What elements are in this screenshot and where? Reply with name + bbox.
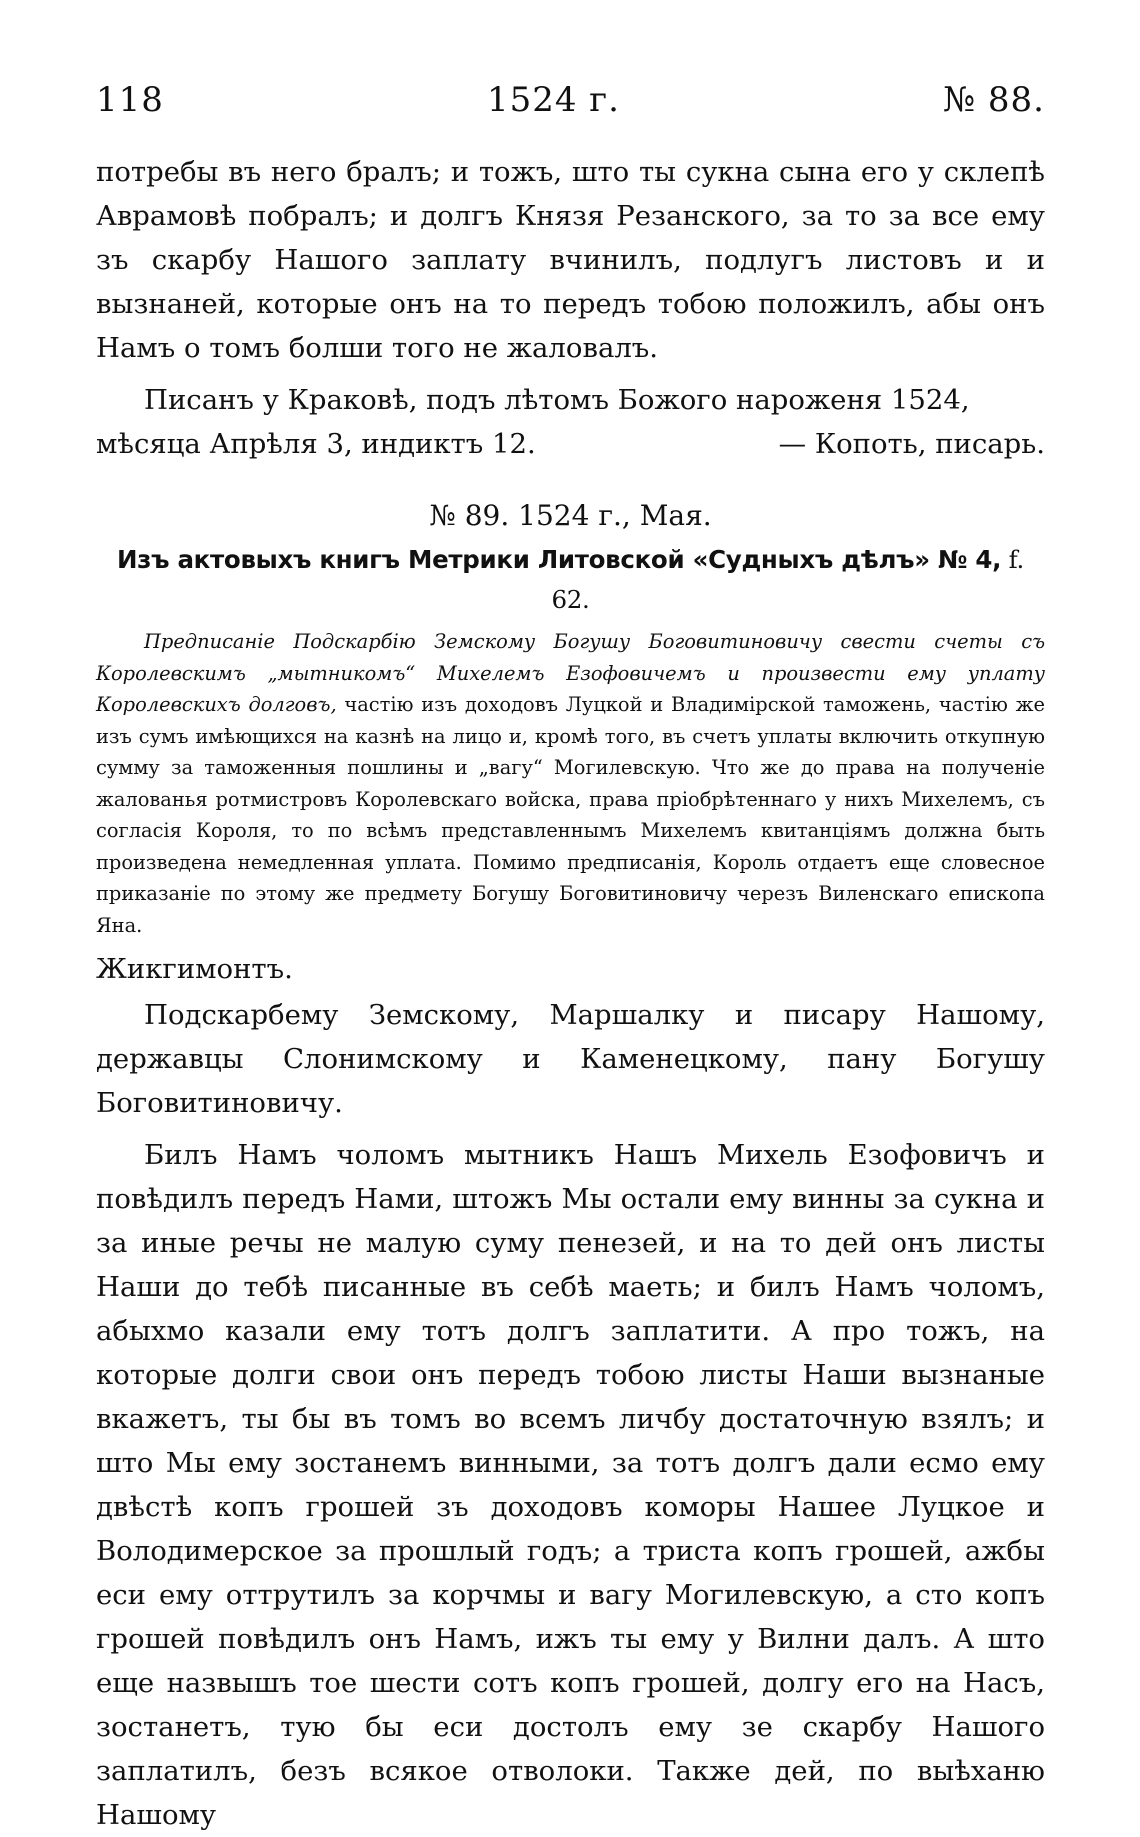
header-year: 1524 г. [486, 80, 620, 120]
written-date: мѣсяца Апрѣля 3, индиктъ 12. [96, 428, 536, 460]
page-body [96, 150, 1045, 1837]
written-line-1: Писанъ у Краковѣ, подъ лѣтомъ Божого нароженя 1524, [144, 384, 970, 416]
header-doc-number: № 88. [942, 80, 1045, 120]
main-paragraph: Билъ Намъ чоломъ мытникъ Нашъ Михель Езофовичъ и повѣдилъ передъ Нами, штожъ Мы остали ему винны за сукна и за иные речы не малую суму пенезей, и на то дей онъ листы Наши до тебѣ писанные въ себѣ маеть; и билъ Намъ чоломъ, абыхмо казали ему тотъ долгъ заплатити. А про тожъ, на которые долги свои онъ передъ тобою листы Наши вызнаные вкажетъ, ты бы въ томъ во всемъ личбу достаточную взялъ; и што Мы ему зостанемъ винными, за тотъ долгъ дали есмо ему двѣстѣ копъ грошей зъ доходовъ коморы Нашее Луцкое и Володимерское за прошлый годъ; а триста копъ грошей, ажбы еси ему оттрутилъ за корчмы и вагу Могилевскую, а сто копъ грошей повѣдилъ онъ Намъ, ижъ ты ему у Вилни далъ. А што еще назвышъ тое шести сотъ копъ грошей, долгу его на Насъ, зостанетъ, тую бы еси достолъ ему зе скарбу Нашого заплатилъ, безъ всякое отволоки. Также дей, по выѣханю Нашому [96, 1139, 1045, 1831]
summary-italic: Предписаніе Подскарбію Земскому Богушу Боговитиновичу свести счеты съ Королевскимъ „мытникомъ“ Михелемъ Езофовичемъ и произвести ему уплату Королевскихъ долговъ, [96, 630, 1045, 716]
royal-signature: Жикгимонтъ. [96, 953, 293, 985]
address-paragraph: Подскарбему Земскому, Маршалку и писару Нашому, державцы Слонимскому и Каменецкому, пану Богушу Боговитиновичу. [96, 999, 1045, 1119]
source-folio: f. 62. [551, 545, 1025, 614]
source-title: Изъ актовыхъ книгъ Метрики Литовской «Судныхъ дѣлъ» № 4, [116, 545, 1002, 574]
page-number: 118 [96, 80, 164, 120]
document-summary [96, 626, 1045, 941]
source-reference [96, 540, 1045, 620]
continued-paragraph: потребы въ него бралъ; и тожъ, што ты сукна сына его у склепѣ Аврамовѣ побралъ; и долгъ Князя Резанского, за то за все ему зъ скарбу Нашого заплату вчинилъ, подлугъ листовъ и и вызнаней, которые онъ на то передъ тобою положилъ, абы онъ Намъ о томъ болши того не жаловалъ. [96, 156, 1045, 364]
summary-plain: частію изъ доходовъ Луцкой и Владимірской таможень, частію же изъ сумъ имѣющихся на казнѣ на лицо и, кромѣ того, въ счетъ уплаты включить откупную сумму за таможенныя пошлины и „вагу“ Могилевскую. Что же до права на полученіе жалованья ротмистровъ Королевскаго войска, права пріобрѣтеннаго у нихъ Михелемъ, съ согласія Короля, то по всѣмъ представленнымъ Михелемъ квитанціямъ должна быть произведена немедленная уплата. Помимо предписанія, Король отдаетъ еще словесное приказаніе по этому же предмету Богушу Боговитиновичу черезъ Виленскаго епископа Яна. [96, 693, 1045, 937]
scribe-signature: — Копоть, писарь. [778, 428, 1045, 460]
document-heading: № 89. 1524 г., Мая. [429, 499, 712, 532]
running-header [96, 80, 1045, 120]
written-line-2 [96, 422, 1045, 466]
